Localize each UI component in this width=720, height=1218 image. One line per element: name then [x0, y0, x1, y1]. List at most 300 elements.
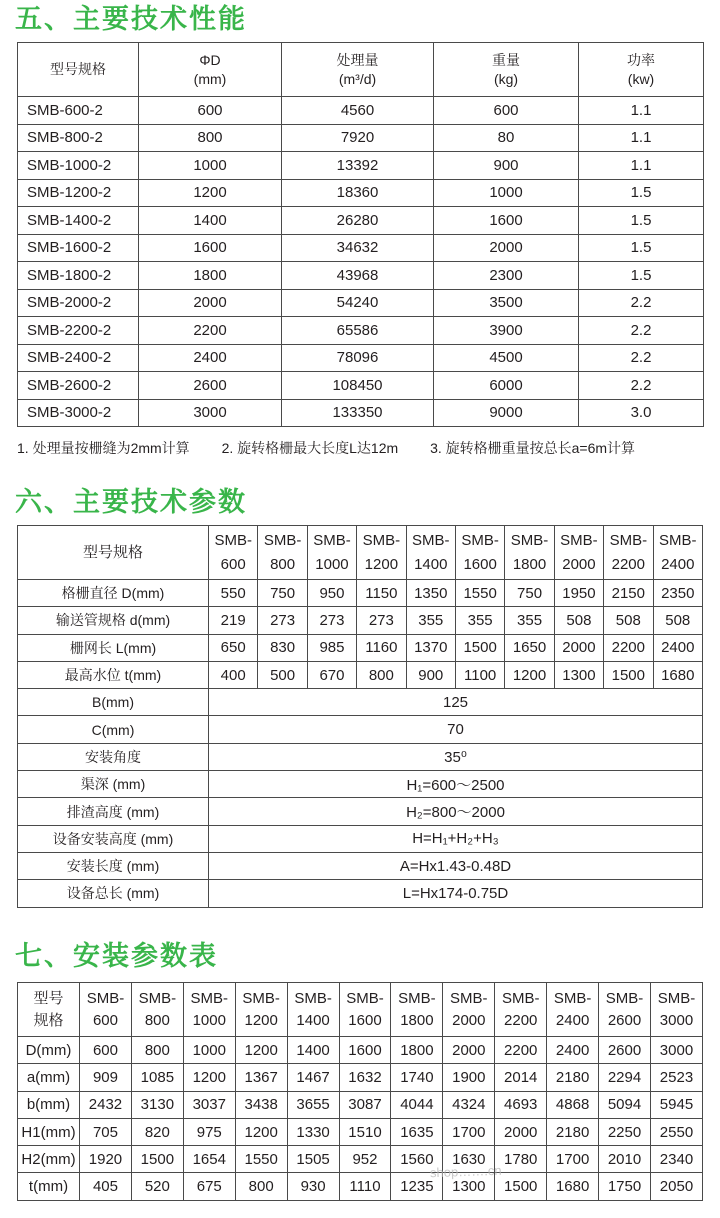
- header-cell: [139, 43, 282, 97]
- row-label: 设备安装高度 (mm): [18, 825, 209, 852]
- cell-line-1: SMB-: [242, 989, 280, 1007]
- table-row: [18, 152, 704, 180]
- table-cell: 405: [80, 1173, 132, 1200]
- table-cell: 952: [339, 1146, 391, 1173]
- model-header-cell: [287, 983, 339, 1037]
- table-row: [18, 234, 704, 262]
- row-label: 安装长度 (mm): [18, 852, 209, 879]
- table-cell: 2294: [599, 1064, 651, 1091]
- table-row: [18, 399, 704, 427]
- cell-line-2: 1600: [348, 1011, 382, 1029]
- table-cell: 1.1: [579, 124, 704, 152]
- table-cell: 65586: [282, 317, 434, 345]
- cell-line-2: 3000: [659, 1011, 694, 1029]
- table-row: [18, 289, 704, 317]
- table-cell: 1200: [235, 1037, 287, 1064]
- model-header-cell: [235, 983, 287, 1037]
- table-row: [18, 262, 704, 290]
- table-cell: 950: [307, 580, 356, 607]
- table-cell: SMB-2600-2: [18, 372, 139, 400]
- table-cell: 985: [307, 634, 356, 661]
- header-cell: 型号规格: [18, 526, 209, 580]
- cell-line-1: SMB-: [609, 531, 648, 549]
- table-row: [18, 689, 703, 716]
- table-cell: 909: [80, 1064, 132, 1091]
- row-label: a(mm): [18, 1064, 80, 1091]
- cell-line-2: 1400: [414, 555, 448, 573]
- table-cell: 4500: [434, 344, 579, 372]
- table-cell: 900: [406, 661, 455, 688]
- table-cell: 18360: [282, 179, 434, 207]
- table-cell: 3.0: [579, 399, 704, 427]
- table-cell: 3900: [434, 317, 579, 345]
- table-cell: 1550: [455, 580, 504, 607]
- table-row: [18, 661, 703, 688]
- table-cell: 1800: [391, 1037, 443, 1064]
- table-cell: 1500: [455, 634, 504, 661]
- table-cell: 2200: [139, 317, 282, 345]
- table-cell: 1150: [357, 580, 406, 607]
- table-cell: 1.1: [579, 97, 704, 125]
- model-header-cell: [339, 983, 391, 1037]
- table-cell: 800: [357, 661, 406, 688]
- table-cell: 355: [505, 607, 554, 634]
- table-cell: 1750: [599, 1173, 651, 1200]
- section5-heading: 五、主要技术性能: [15, 4, 247, 35]
- installation-parameters-table: [17, 982, 703, 1201]
- table-cell: 3438: [235, 1091, 287, 1118]
- table-cell: 1632: [339, 1064, 391, 1091]
- footnote-3: 3. 旋转格栅重量按总长a=6m计算: [430, 440, 636, 456]
- table-row: [18, 317, 704, 345]
- cell-line-2: 1400: [296, 1011, 330, 1029]
- model-header-cell: [183, 983, 235, 1037]
- table-cell: 800: [139, 124, 282, 152]
- cell-line-1: SMB-: [362, 531, 401, 549]
- model-header-cell: [443, 983, 495, 1037]
- table-cell: 2523: [650, 1064, 702, 1091]
- table-cell: 1200: [183, 1064, 235, 1091]
- model-header-cell: [604, 526, 653, 580]
- cell-line-1: 型号规格: [50, 61, 106, 77]
- row-label: 栅网长 L(mm): [18, 634, 209, 661]
- merged-value-cell: 35⁰: [209, 743, 703, 770]
- cell-line-2: (kg): [493, 70, 519, 87]
- table-cell: 508: [653, 607, 702, 634]
- row-label: b(mm): [18, 1091, 80, 1118]
- row-label: C(mm): [18, 716, 209, 743]
- table-cell: 1700: [443, 1118, 495, 1145]
- model-header-cell: [599, 983, 651, 1037]
- table-cell: SMB-2400-2: [18, 344, 139, 372]
- row-label: H1(mm): [18, 1118, 80, 1145]
- table-row: [18, 580, 703, 607]
- table-cell: 2550: [650, 1118, 702, 1145]
- table-cell: 2000: [443, 1037, 495, 1064]
- table-cell: 2180: [547, 1064, 599, 1091]
- table-cell: 1.1: [579, 152, 704, 180]
- model-header-cell: [547, 983, 599, 1037]
- table-row: [18, 716, 703, 743]
- table-cell: 273: [307, 607, 356, 634]
- table-cell: 1500: [131, 1146, 183, 1173]
- cell-line-2: 1200: [364, 555, 399, 573]
- table-cell: 1085: [131, 1064, 183, 1091]
- table-cell: 1900: [443, 1064, 495, 1091]
- table-cell: 600: [80, 1037, 132, 1064]
- table-cell: 355: [455, 607, 504, 634]
- table-cell: SMB-1400-2: [18, 207, 139, 235]
- cell-line-1: SMB-: [450, 989, 488, 1007]
- row-label: 设备总长 (mm): [18, 880, 209, 907]
- table-cell: 1160: [357, 634, 406, 661]
- table-cell: 13392: [282, 152, 434, 180]
- table-cell: 3655: [287, 1091, 339, 1118]
- table-cell: 1600: [139, 234, 282, 262]
- table-cell: 1.5: [579, 179, 704, 207]
- table-cell: 600: [139, 97, 282, 125]
- table-cell: 2200: [495, 1037, 547, 1064]
- row-label: H2(mm): [18, 1146, 80, 1173]
- table-cell: 1635: [391, 1118, 443, 1145]
- model-header-cell: [653, 526, 702, 580]
- table-cell: 34632: [282, 234, 434, 262]
- table-cell: SMB-1200-2: [18, 179, 139, 207]
- cell-line-1: ΦD: [199, 51, 221, 68]
- table-cell: 80: [434, 124, 579, 152]
- table-cell: 1600: [339, 1037, 391, 1064]
- table-cell: 1600: [434, 207, 579, 235]
- table-row: [18, 880, 703, 907]
- cell-line-2: 800: [270, 555, 296, 573]
- table-row: [18, 344, 704, 372]
- table-cell: 830: [258, 634, 307, 661]
- table-cell: 1550: [235, 1146, 287, 1173]
- table-cell: 1800: [139, 262, 282, 290]
- table-cell: 2600: [599, 1037, 651, 1064]
- table-cell: 2250: [599, 1118, 651, 1145]
- table-cell: 930: [287, 1173, 339, 1200]
- model-header-cell: [357, 526, 406, 580]
- cell-line-1: SMB-: [605, 989, 644, 1007]
- model-header-cell: [495, 983, 547, 1037]
- table-cell: 1505: [287, 1146, 339, 1173]
- cell-line-2: 800: [144, 1011, 170, 1029]
- row-label: t(mm): [18, 1173, 80, 1200]
- model-header-cell: [455, 526, 504, 580]
- header-cell: [282, 43, 434, 97]
- table-cell: SMB-600-2: [18, 97, 139, 125]
- table-row: [18, 852, 703, 879]
- table-row: [18, 825, 703, 852]
- table-cell: 1330: [287, 1118, 339, 1145]
- cell-line-1: SMB-: [86, 989, 125, 1007]
- cell-line-2: 1000: [315, 555, 349, 573]
- table-cell: 9000: [434, 399, 579, 427]
- table-cell: 4693: [495, 1091, 547, 1118]
- merged-value-cell: L=Hx174-0.75D: [209, 880, 703, 907]
- table-cell: 1300: [554, 661, 603, 688]
- table-cell: 1500: [604, 661, 653, 688]
- model-header-cell: [391, 983, 443, 1037]
- table-cell: 1350: [406, 580, 455, 607]
- table-cell: 26280: [282, 207, 434, 235]
- table-cell: 820: [131, 1118, 183, 1145]
- table-cell: 1700: [547, 1146, 599, 1173]
- table-cell: 133350: [282, 399, 434, 427]
- table-cell: 1235: [391, 1173, 443, 1200]
- table-cell: SMB-1000-2: [18, 152, 139, 180]
- section6-heading: 六、主要技术参数: [15, 487, 247, 518]
- table-row: [18, 607, 703, 634]
- model-header-cell: [258, 526, 307, 580]
- table-cell: 1680: [547, 1173, 599, 1200]
- table-cell: 508: [604, 607, 653, 634]
- table-cell: 1920: [80, 1146, 132, 1173]
- cell-line-1: SMB-: [553, 989, 592, 1007]
- table-row: [18, 1064, 703, 1091]
- cell-line-2: 1800: [400, 1011, 434, 1029]
- table-cell: 800: [235, 1173, 287, 1200]
- table-cell: 1200: [505, 661, 554, 688]
- cell-line-1: SMB-: [294, 989, 332, 1007]
- table-cell: 2000: [434, 234, 579, 262]
- table-cell: 1650: [505, 634, 554, 661]
- cell-line-1: 重量: [492, 51, 520, 68]
- header-cell: [579, 43, 704, 97]
- model-header-cell: [131, 983, 183, 1037]
- cell-line-1: SMB-: [214, 531, 252, 549]
- table-cell: 1467: [287, 1064, 339, 1091]
- table-row: [18, 97, 704, 125]
- table-cell: 54240: [282, 289, 434, 317]
- table-cell: 1100: [455, 661, 504, 688]
- table-cell: 1500: [495, 1173, 547, 1200]
- table-cell: 2010: [599, 1146, 651, 1173]
- table-cell: 750: [258, 580, 307, 607]
- cell-line-2: 2600: [607, 1011, 642, 1029]
- row-label: B(mm): [18, 689, 209, 716]
- cell-line-1: SMB-: [190, 989, 229, 1007]
- header-cell: [18, 43, 139, 97]
- model-header-cell: [307, 526, 356, 580]
- merged-value-cell: 70: [209, 716, 703, 743]
- table-cell: 1110: [339, 1173, 391, 1200]
- cell-line-2: 1000: [192, 1011, 226, 1029]
- table-header-row: [18, 983, 703, 1037]
- table-cell: 3087: [339, 1091, 391, 1118]
- table-cell: 2.2: [579, 289, 704, 317]
- row-label: 格栅直径 D(mm): [18, 580, 209, 607]
- cell-line-2: 600: [92, 1011, 118, 1029]
- table-cell: 1200: [235, 1118, 287, 1145]
- table-row: [18, 1118, 703, 1145]
- cell-line-1: SMB-: [657, 989, 696, 1007]
- model-header-cell: [554, 526, 603, 580]
- table-cell: 800: [131, 1037, 183, 1064]
- cell-line-2: 600: [220, 555, 246, 573]
- table-cell: 500: [258, 661, 307, 688]
- merged-value-cell: H=H₁+H₂+H₃: [209, 825, 703, 852]
- table-row: [18, 207, 704, 235]
- row-label: 安装角度: [18, 743, 209, 770]
- table-cell: 2400: [139, 344, 282, 372]
- table-row: [18, 1037, 703, 1064]
- table-cell: 1654: [183, 1146, 235, 1173]
- table-cell: 1200: [139, 179, 282, 207]
- cell-line-2: (kw): [627, 70, 655, 87]
- table-cell: 2.2: [579, 317, 704, 345]
- table-cell: SMB-2200-2: [18, 317, 139, 345]
- table-cell: 1780: [495, 1146, 547, 1173]
- table-row: [18, 771, 703, 798]
- table-cell: 2000: [554, 634, 603, 661]
- table-cell: 1400: [287, 1037, 339, 1064]
- table-cell: 2050: [650, 1173, 702, 1200]
- table-cell: 600: [434, 97, 579, 125]
- table-cell: 1680: [653, 661, 702, 688]
- cell-line-1: SMB-: [461, 531, 499, 549]
- row-label: 最高水位 t(mm): [18, 661, 209, 688]
- table-cell: 355: [406, 607, 455, 634]
- table-row: [18, 743, 703, 770]
- table-cell: 1367: [235, 1064, 287, 1091]
- table-row: [18, 124, 704, 152]
- table-cell: 4044: [391, 1091, 443, 1118]
- table-cell: 750: [505, 580, 554, 607]
- table-cell: 43968: [282, 262, 434, 290]
- table-cell: 1000: [183, 1037, 235, 1064]
- table-cell: 1.5: [579, 207, 704, 235]
- footnotes: [17, 438, 663, 458]
- table-cell: 78096: [282, 344, 434, 372]
- table-cell: 2.2: [579, 372, 704, 400]
- cell-line-1: SMB-: [138, 989, 177, 1007]
- performance-table: [17, 42, 704, 427]
- table-row: [18, 798, 703, 825]
- table-cell: 1000: [139, 152, 282, 180]
- table-cell: SMB-1600-2: [18, 234, 139, 262]
- cell-line-2: 2000: [452, 1011, 486, 1029]
- table-cell: 5945: [650, 1091, 702, 1118]
- table-cell: 2300: [434, 262, 579, 290]
- table-cell: 2200: [604, 634, 653, 661]
- cell-line-1: SMB-: [659, 531, 697, 549]
- table-cell: 675: [183, 1173, 235, 1200]
- cell-line-2: 2400: [661, 555, 695, 573]
- table-cell: 2014: [495, 1064, 547, 1091]
- table-header-row: [18, 526, 703, 580]
- row-label: 排渣高度 (mm): [18, 798, 209, 825]
- table-cell: 4560: [282, 97, 434, 125]
- table-cell: 400: [209, 661, 258, 688]
- table-cell: 6000: [434, 372, 579, 400]
- table-cell: 975: [183, 1118, 235, 1145]
- table-cell: 1560: [391, 1146, 443, 1173]
- cell-line-2: 1200: [244, 1011, 278, 1029]
- table-cell: 508: [554, 607, 603, 634]
- table-cell: 520: [131, 1173, 183, 1200]
- cell-line-1: SMB-: [346, 989, 384, 1007]
- table-cell: 2180: [547, 1118, 599, 1145]
- table-row: [18, 1173, 703, 1200]
- technical-parameters-table: [17, 525, 703, 908]
- cell-line-2: 2200: [611, 555, 645, 573]
- model-header-cell: [505, 526, 554, 580]
- table-cell: SMB-2000-2: [18, 289, 139, 317]
- cell-line-1: SMB-: [263, 531, 302, 549]
- table-cell: 1630: [443, 1146, 495, 1173]
- table-row: [18, 372, 704, 400]
- row-label: 渠深 (mm): [18, 771, 209, 798]
- table-cell: 1300: [443, 1173, 495, 1200]
- table-cell: 900: [434, 152, 579, 180]
- cell-line-2: 2200: [504, 1011, 538, 1029]
- cell-line-1: SMB-: [501, 989, 540, 1007]
- cell-line-1: SMB-: [313, 531, 351, 549]
- cell-line-2: 1800: [512, 555, 547, 573]
- table-cell: 3500: [434, 289, 579, 317]
- cell-line-1: 功率: [627, 51, 655, 68]
- table-cell: 1740: [391, 1064, 443, 1091]
- table-row: [18, 1091, 703, 1118]
- cell-line-2: 规格: [33, 1011, 64, 1029]
- table-cell: 2000: [139, 289, 282, 317]
- table-cell: 3000: [139, 399, 282, 427]
- table-cell: 3037: [183, 1091, 235, 1118]
- table-cell: 2000: [495, 1118, 547, 1145]
- header-cell: [434, 43, 579, 97]
- table-cell: 5094: [599, 1091, 651, 1118]
- table-cell: SMB-800-2: [18, 124, 139, 152]
- table-cell: 108450: [282, 372, 434, 400]
- table-cell: 1.5: [579, 262, 704, 290]
- table-cell: 2400: [547, 1037, 599, 1064]
- model-header-cell: [209, 526, 258, 580]
- header-cell: [18, 983, 80, 1037]
- footnote-1: 1. 处理量按栅缝为2mm计算: [17, 440, 190, 456]
- table-cell: 2340: [650, 1146, 702, 1173]
- section7-heading: 七、安装参数表: [15, 941, 218, 972]
- watermark: shop…….cn: [429, 1162, 502, 1181]
- table-cell: 550: [209, 580, 258, 607]
- cell-line-1: 处理量: [336, 51, 379, 68]
- table-cell: 3000: [650, 1037, 702, 1064]
- table-row: [18, 634, 703, 661]
- table-cell: SMB-3000-2: [18, 399, 139, 427]
- cell-line-1: 型号: [33, 989, 64, 1007]
- table-cell: 1.5: [579, 234, 704, 262]
- table-cell: 2400: [653, 634, 702, 661]
- cell-line-1: SMB-: [560, 531, 598, 549]
- table-cell: 3130: [131, 1091, 183, 1118]
- table-cell: 4868: [547, 1091, 599, 1118]
- table-row: [18, 179, 704, 207]
- model-header-cell: [650, 983, 702, 1037]
- model-header-cell: [80, 983, 132, 1037]
- table-cell: 2.2: [579, 344, 704, 372]
- cell-line-1: SMB-: [412, 531, 450, 549]
- table-cell: 2150: [604, 580, 653, 607]
- table-cell: SMB-1800-2: [18, 262, 139, 290]
- table-cell: 4324: [443, 1091, 495, 1118]
- table-row: [18, 1146, 703, 1173]
- merged-value-cell: H₂=800～2000: [209, 798, 703, 825]
- footnote-2: 2. 旋转格栅最大长度L达12m: [221, 440, 399, 456]
- cell-line-2: (m³/d): [338, 70, 377, 87]
- table-cell: 1510: [339, 1118, 391, 1145]
- table-cell: 273: [258, 607, 307, 634]
